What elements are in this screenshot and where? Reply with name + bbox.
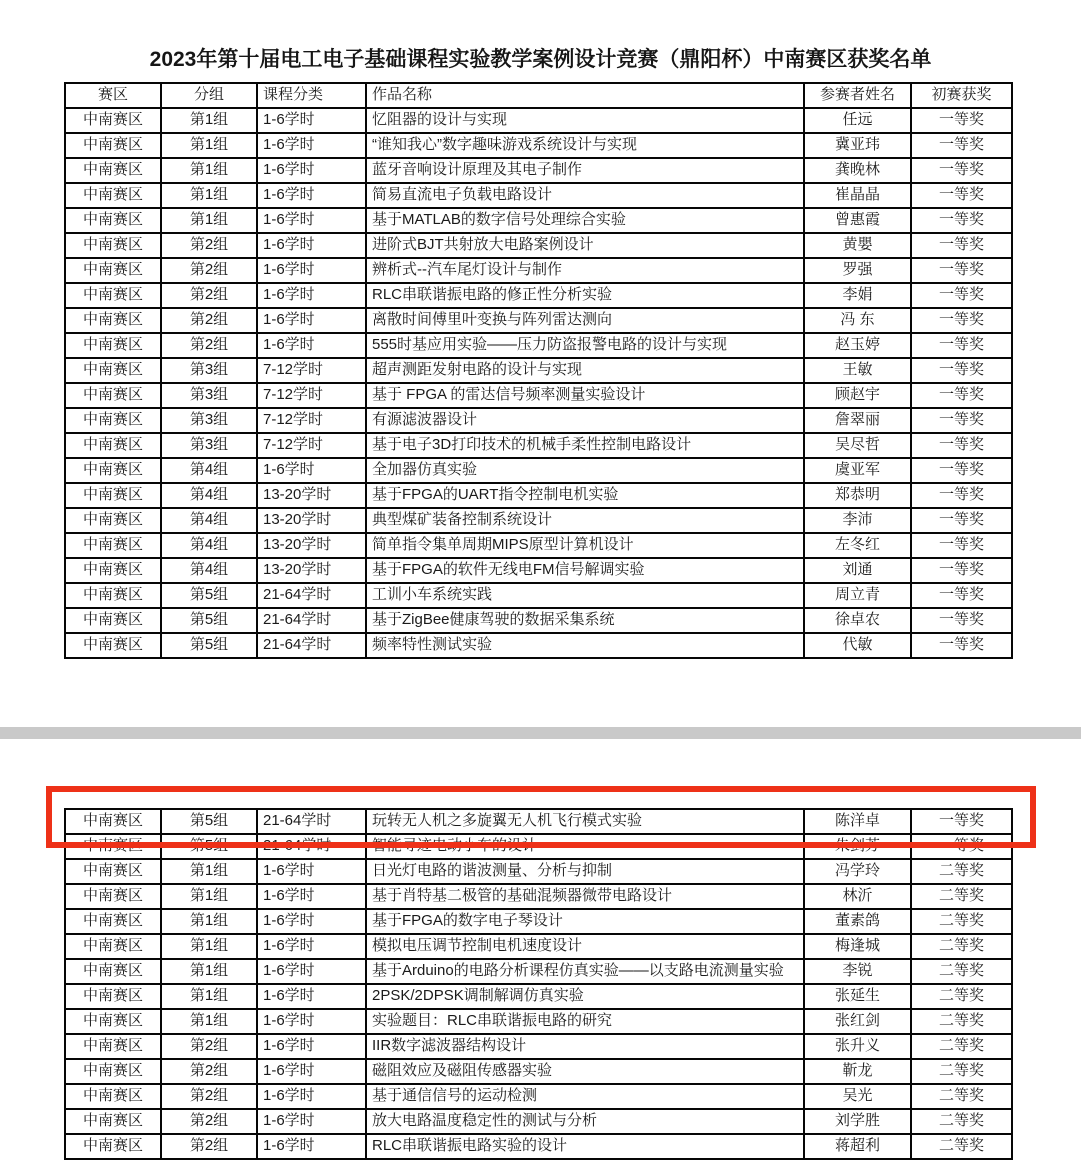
table-row: [65, 383, 1012, 408]
cell-name: 董素鸽: [804, 909, 911, 934]
cell-name: 周立青: [804, 583, 911, 608]
table-row: [65, 283, 1012, 308]
cell-work: 频率特性测试实验: [366, 633, 804, 658]
table-row: [65, 1034, 1012, 1059]
cell-group: 第1组: [161, 909, 257, 934]
cell-work: 辨析式--汽车尾灯设计与制作: [366, 258, 804, 283]
cell-category: 1-6学时: [257, 1009, 366, 1034]
cell-work: 2PSK/2DPSK调制解调仿真实验: [366, 984, 804, 1009]
cell-region: 中南赛区: [65, 283, 161, 308]
cell-work: 基于电子3D打印技术的机械手柔性控制电路设计: [366, 433, 804, 458]
cell-category: 1-6学时: [257, 884, 366, 909]
cell-name: 林沂: [804, 884, 911, 909]
cell-work: RLC串联谐振电路实验的设计: [366, 1134, 804, 1159]
cell-region: 中南赛区: [65, 308, 161, 333]
table-row: [65, 859, 1012, 884]
table-row: [65, 158, 1012, 183]
cell-name: 顾赵宇: [804, 383, 911, 408]
cell-category: 1-6学时: [257, 1034, 366, 1059]
cell-name: 虞亚军: [804, 458, 911, 483]
cell-category: 1-6学时: [257, 258, 366, 283]
table-row: [65, 959, 1012, 984]
cell-category: 1-6学时: [257, 233, 366, 258]
cell-name: 张延生: [804, 984, 911, 1009]
cell-work: 离散时间傅里叶变换与阵列雷达测向: [366, 308, 804, 333]
cell-name: 李沛: [804, 508, 911, 533]
cell-group: 第5组: [161, 834, 257, 859]
cell-award: 一等奖: [911, 183, 1012, 208]
cell-name: 冯学玲: [804, 859, 911, 884]
cell-category: 13-20学时: [257, 483, 366, 508]
cell-region: 中南赛区: [65, 358, 161, 383]
cell-award: 一等奖: [911, 233, 1012, 258]
cell-category: 7-12学时: [257, 433, 366, 458]
cell-work: 基于MATLAB的数字信号处理综合实验: [366, 208, 804, 233]
cell-award: 一等奖: [911, 533, 1012, 558]
table-row: [65, 108, 1012, 133]
cell-category: 1-6学时: [257, 283, 366, 308]
cell-group: 第1组: [161, 108, 257, 133]
cell-name: 赵玉婷: [804, 333, 911, 358]
cell-name: 曾惠霞: [804, 208, 911, 233]
cell-work: 模拟电压调节控制电机速度设计: [366, 934, 804, 959]
cell-group: 第5组: [161, 809, 257, 834]
cell-name: 王敏: [804, 358, 911, 383]
cell-region: 中南赛区: [65, 1109, 161, 1134]
cell-award: 二等奖: [911, 1109, 1012, 1134]
cell-group: 第1组: [161, 934, 257, 959]
cell-region: 中南赛区: [65, 133, 161, 158]
table-row: [65, 834, 1012, 859]
table-row: [65, 308, 1012, 333]
page-break-bar: [0, 727, 1081, 739]
awards-table-top-body: [65, 83, 1012, 658]
cell-name: 刘通: [804, 558, 911, 583]
cell-work: “谁知我心”数字趣味游戏系统设计与实现: [366, 133, 804, 158]
header-row: [65, 83, 1012, 108]
cell-region: 中南赛区: [65, 834, 161, 859]
cell-award: 一等奖: [911, 633, 1012, 658]
cell-group: 第1组: [161, 183, 257, 208]
table-row: [65, 1134, 1012, 1159]
table-row: [65, 1109, 1012, 1134]
cell-work: 有源滤波器设计: [366, 408, 804, 433]
cell-award: 一等奖: [911, 458, 1012, 483]
cell-award: 一等奖: [911, 158, 1012, 183]
cell-award: 一等奖: [911, 809, 1012, 834]
cell-award: 二等奖: [911, 909, 1012, 934]
cell-region: 中南赛区: [65, 558, 161, 583]
table-row: [65, 358, 1012, 383]
cell-category: 1-6学时: [257, 859, 366, 884]
cell-name: 吴尽哲: [804, 433, 911, 458]
cell-work: 磁阻效应及磁阻传感器实验: [366, 1059, 804, 1084]
cell-work: 全加器仿真实验: [366, 458, 804, 483]
table-row: [65, 233, 1012, 258]
cell-award: 一等奖: [911, 508, 1012, 533]
cell-category: 1-6学时: [257, 308, 366, 333]
cell-category: 1-6学时: [257, 1059, 366, 1084]
table-row: [65, 458, 1012, 483]
cell-region: 中南赛区: [65, 809, 161, 834]
cell-category: 1-6学时: [257, 158, 366, 183]
table-row: [65, 558, 1012, 583]
cell-award: 一等奖: [911, 408, 1012, 433]
cell-category: 1-6学时: [257, 458, 366, 483]
cell-award: 二等奖: [911, 984, 1012, 1009]
cell-category: 1-6学时: [257, 934, 366, 959]
cell-region: 中南赛区: [65, 158, 161, 183]
cell-work: 玩转无人机之多旋翼无人机飞行模式实验: [366, 809, 804, 834]
cell-name: 蒋超利: [804, 1134, 911, 1159]
cell-group: 第2组: [161, 283, 257, 308]
cell-region: 中南赛区: [65, 1009, 161, 1034]
cell-category: 1-6学时: [257, 1134, 366, 1159]
table-row: [65, 433, 1012, 458]
cell-region: 中南赛区: [65, 108, 161, 133]
cell-group: 第5组: [161, 583, 257, 608]
cell-work: 基于FPGA的UART指令控制电机实验: [366, 483, 804, 508]
cell-group: 第2组: [161, 1084, 257, 1109]
cell-group: 第2组: [161, 233, 257, 258]
cell-award: 二等奖: [911, 1134, 1012, 1159]
table-row: [65, 533, 1012, 558]
cell-name: 李娟: [804, 283, 911, 308]
table-row: [65, 1009, 1012, 1034]
cell-group: 第2组: [161, 1059, 257, 1084]
cell-work: 实验题目：RLC串联谐振电路的研究: [366, 1009, 804, 1034]
cell-region: 中南赛区: [65, 433, 161, 458]
column-header-work: 作品名称: [366, 83, 804, 108]
cell-work: 进阶式BJT共射放大电路案例设计: [366, 233, 804, 258]
cell-work: 基于Arduino的电路分析课程仿真实验——以支路电流测量实验: [366, 959, 804, 984]
cell-work: RLC串联谐振电路的修正性分析实验: [366, 283, 804, 308]
cell-work: 超声测距发射电路的设计与实现: [366, 358, 804, 383]
cell-region: 中南赛区: [65, 458, 161, 483]
cell-award: 一等奖: [911, 333, 1012, 358]
cell-name: 左冬红: [804, 533, 911, 558]
cell-award: 一等奖: [911, 608, 1012, 633]
cell-name: 陈洋卓: [804, 809, 911, 834]
cell-group: 第1组: [161, 959, 257, 984]
cell-region: 中南赛区: [65, 934, 161, 959]
cell-group: 第4组: [161, 508, 257, 533]
cell-award: 一等奖: [911, 308, 1012, 333]
cell-award: 一等奖: [911, 834, 1012, 859]
cell-work: 基于肖特基二极管的基础混频器微带电路设计: [366, 884, 804, 909]
cell-work: IIR数字滤波器结构设计: [366, 1034, 804, 1059]
cell-work: 基于 FPGA 的雷达信号频率测量实验设计: [366, 383, 804, 408]
table-row: [65, 133, 1012, 158]
cell-name: 刘学胜: [804, 1109, 911, 1134]
cell-name: 任远: [804, 108, 911, 133]
cell-group: 第2组: [161, 333, 257, 358]
cell-name: 龚晚林: [804, 158, 911, 183]
cell-region: 中南赛区: [65, 533, 161, 558]
cell-award: 一等奖: [911, 108, 1012, 133]
cell-work: 简单指令集单周期MIPS原型计算机设计: [366, 533, 804, 558]
table-row: [65, 809, 1012, 834]
cell-category: 13-20学时: [257, 558, 366, 583]
cell-award: 二等奖: [911, 959, 1012, 984]
cell-work: 蓝牙音响设计原理及其电子制作: [366, 158, 804, 183]
cell-name: 郑恭明: [804, 483, 911, 508]
cell-work: 忆阻器的设计与实现: [366, 108, 804, 133]
table-row: [65, 183, 1012, 208]
cell-category: 21-64学时: [257, 583, 366, 608]
cell-region: 中南赛区: [65, 183, 161, 208]
cell-category: 7-12学时: [257, 358, 366, 383]
cell-award: 一等奖: [911, 358, 1012, 383]
table-row: [65, 934, 1012, 959]
awards-table-bottom-body: [65, 809, 1012, 1159]
cell-work: 简易直流电子负载电路设计: [366, 183, 804, 208]
cell-name: 徐卓农: [804, 608, 911, 633]
cell-work: 放大电路温度稳定性的测试与分析: [366, 1109, 804, 1134]
cell-group: 第3组: [161, 433, 257, 458]
cell-award: 二等奖: [911, 1059, 1012, 1084]
table-row: [65, 1084, 1012, 1109]
cell-category: 1-6学时: [257, 133, 366, 158]
column-header-name: 参赛者姓名: [804, 83, 911, 108]
cell-category: 1-6学时: [257, 909, 366, 934]
cell-region: 中南赛区: [65, 383, 161, 408]
cell-award: 二等奖: [911, 1084, 1012, 1109]
cell-category: 1-6学时: [257, 1084, 366, 1109]
cell-region: 中南赛区: [65, 608, 161, 633]
cell-category: 13-20学时: [257, 508, 366, 533]
cell-category: 1-6学时: [257, 1109, 366, 1134]
cell-award: 二等奖: [911, 859, 1012, 884]
cell-group: 第1组: [161, 984, 257, 1009]
cell-category: 21-64学时: [257, 834, 366, 859]
cell-group: 第1组: [161, 133, 257, 158]
table-row: [65, 608, 1012, 633]
table-row: [65, 884, 1012, 909]
cell-award: 一等奖: [911, 383, 1012, 408]
cell-group: 第4组: [161, 533, 257, 558]
cell-award: 二等奖: [911, 1009, 1012, 1034]
cell-work: 智能寻迹电动小车的设计: [366, 834, 804, 859]
cell-region: 中南赛区: [65, 1034, 161, 1059]
cell-award: 一等奖: [911, 583, 1012, 608]
cell-group: 第4组: [161, 458, 257, 483]
cell-group: 第2组: [161, 258, 257, 283]
table-row: [65, 483, 1012, 508]
cell-award: 一等奖: [911, 258, 1012, 283]
awards-table-top: [64, 82, 1013, 659]
cell-region: 中南赛区: [65, 859, 161, 884]
cell-group: 第3组: [161, 408, 257, 433]
table-row: [65, 208, 1012, 233]
cell-category: 21-64学时: [257, 809, 366, 834]
cell-region: 中南赛区: [65, 1084, 161, 1109]
cell-name: 朱剑芳: [804, 834, 911, 859]
cell-group: 第2组: [161, 1134, 257, 1159]
cell-category: 21-64学时: [257, 608, 366, 633]
table-row: [65, 984, 1012, 1009]
cell-group: 第2组: [161, 1109, 257, 1134]
table-row: [65, 583, 1012, 608]
table-row: [65, 408, 1012, 433]
cell-name: 詹翠丽: [804, 408, 911, 433]
cell-work: 基于通信信号的运动检测: [366, 1084, 804, 1109]
cell-work: 典型煤矿装备控制系统设计: [366, 508, 804, 533]
cell-region: 中南赛区: [65, 258, 161, 283]
cell-work: 555时基应用实验——压力防盗报警电路的设计与实现: [366, 333, 804, 358]
cell-award: 一等奖: [911, 283, 1012, 308]
cell-region: 中南赛区: [65, 884, 161, 909]
cell-region: 中南赛区: [65, 508, 161, 533]
column-header-group: 分组: [161, 83, 257, 108]
table-row: [65, 508, 1012, 533]
cell-name: 冯 东: [804, 308, 911, 333]
cell-group: 第1组: [161, 208, 257, 233]
table-row: [65, 1059, 1012, 1084]
column-header-category: 课程分类: [257, 83, 366, 108]
cell-group: 第4组: [161, 483, 257, 508]
cell-name: 崔晶晶: [804, 183, 911, 208]
cell-award: 一等奖: [911, 133, 1012, 158]
table-row: [65, 258, 1012, 283]
cell-award: 一等奖: [911, 208, 1012, 233]
cell-group: 第5组: [161, 608, 257, 633]
cell-award: 二等奖: [911, 884, 1012, 909]
cell-region: 中南赛区: [65, 583, 161, 608]
cell-category: 1-6学时: [257, 984, 366, 1009]
cell-category: 1-6学时: [257, 183, 366, 208]
table-row: [65, 633, 1012, 658]
cell-group: 第1组: [161, 859, 257, 884]
cell-award: 一等奖: [911, 433, 1012, 458]
cell-category: 7-12学时: [257, 408, 366, 433]
cell-category: 7-12学时: [257, 383, 366, 408]
cell-name: 代敏: [804, 633, 911, 658]
cell-name: 吴光: [804, 1084, 911, 1109]
cell-work: 基于ZigBee健康驾驶的数据采集系统: [366, 608, 804, 633]
document-title: 2023年第十届电工电子基础课程实验教学案例设计竞赛（鼎阳杯）中南赛区获奖名单: [149, 48, 932, 71]
cell-region: 中南赛区: [65, 633, 161, 658]
cell-group: 第2组: [161, 1034, 257, 1059]
cell-award: 二等奖: [911, 934, 1012, 959]
cell-region: 中南赛区: [65, 483, 161, 508]
cell-group: 第5组: [161, 633, 257, 658]
cell-group: 第4组: [161, 558, 257, 583]
cell-group: 第3组: [161, 383, 257, 408]
cell-award: 一等奖: [911, 483, 1012, 508]
cell-category: 13-20学时: [257, 533, 366, 558]
cell-region: 中南赛区: [65, 1059, 161, 1084]
column-header-award: 初赛获奖: [911, 83, 1012, 108]
cell-region: 中南赛区: [65, 408, 161, 433]
cell-category: 1-6学时: [257, 959, 366, 984]
awards-table-bottom: [64, 808, 1013, 1160]
cell-region: 中南赛区: [65, 909, 161, 934]
cell-region: 中南赛区: [65, 959, 161, 984]
cell-category: 1-6学时: [257, 108, 366, 133]
cell-group: 第2组: [161, 308, 257, 333]
cell-work: 基于FPGA的软件无线电FM信号解调实验: [366, 558, 804, 583]
cell-name: 李锐: [804, 959, 911, 984]
cell-region: 中南赛区: [65, 333, 161, 358]
cell-category: 1-6学时: [257, 208, 366, 233]
cell-work: 工训小车系统实践: [366, 583, 804, 608]
cell-work: 基于FPGA的数字电子琴设计: [366, 909, 804, 934]
cell-name: 黄嬰: [804, 233, 911, 258]
table-row: [65, 333, 1012, 358]
cell-award: 二等奖: [911, 1034, 1012, 1059]
cell-award: 一等奖: [911, 558, 1012, 583]
cell-group: 第1组: [161, 158, 257, 183]
cell-category: 1-6学时: [257, 333, 366, 358]
cell-region: 中南赛区: [65, 233, 161, 258]
cell-group: 第1组: [161, 1009, 257, 1034]
cell-name: 张升义: [804, 1034, 911, 1059]
cell-name: 梅逢城: [804, 934, 911, 959]
cell-name: 冀亚玮: [804, 133, 911, 158]
cell-category: 21-64学时: [257, 633, 366, 658]
cell-group: 第3组: [161, 358, 257, 383]
column-header-region: 赛区: [65, 83, 161, 108]
cell-name: 张红剑: [804, 1009, 911, 1034]
cell-name: 罗强: [804, 258, 911, 283]
table-row: [65, 909, 1012, 934]
cell-region: 中南赛区: [65, 984, 161, 1009]
cell-work: 日光灯电路的谐波测量、分析与抑制: [366, 859, 804, 884]
cell-group: 第1组: [161, 884, 257, 909]
cell-region: 中南赛区: [65, 1134, 161, 1159]
cell-name: 靳龙: [804, 1059, 911, 1084]
cell-region: 中南赛区: [65, 208, 161, 233]
